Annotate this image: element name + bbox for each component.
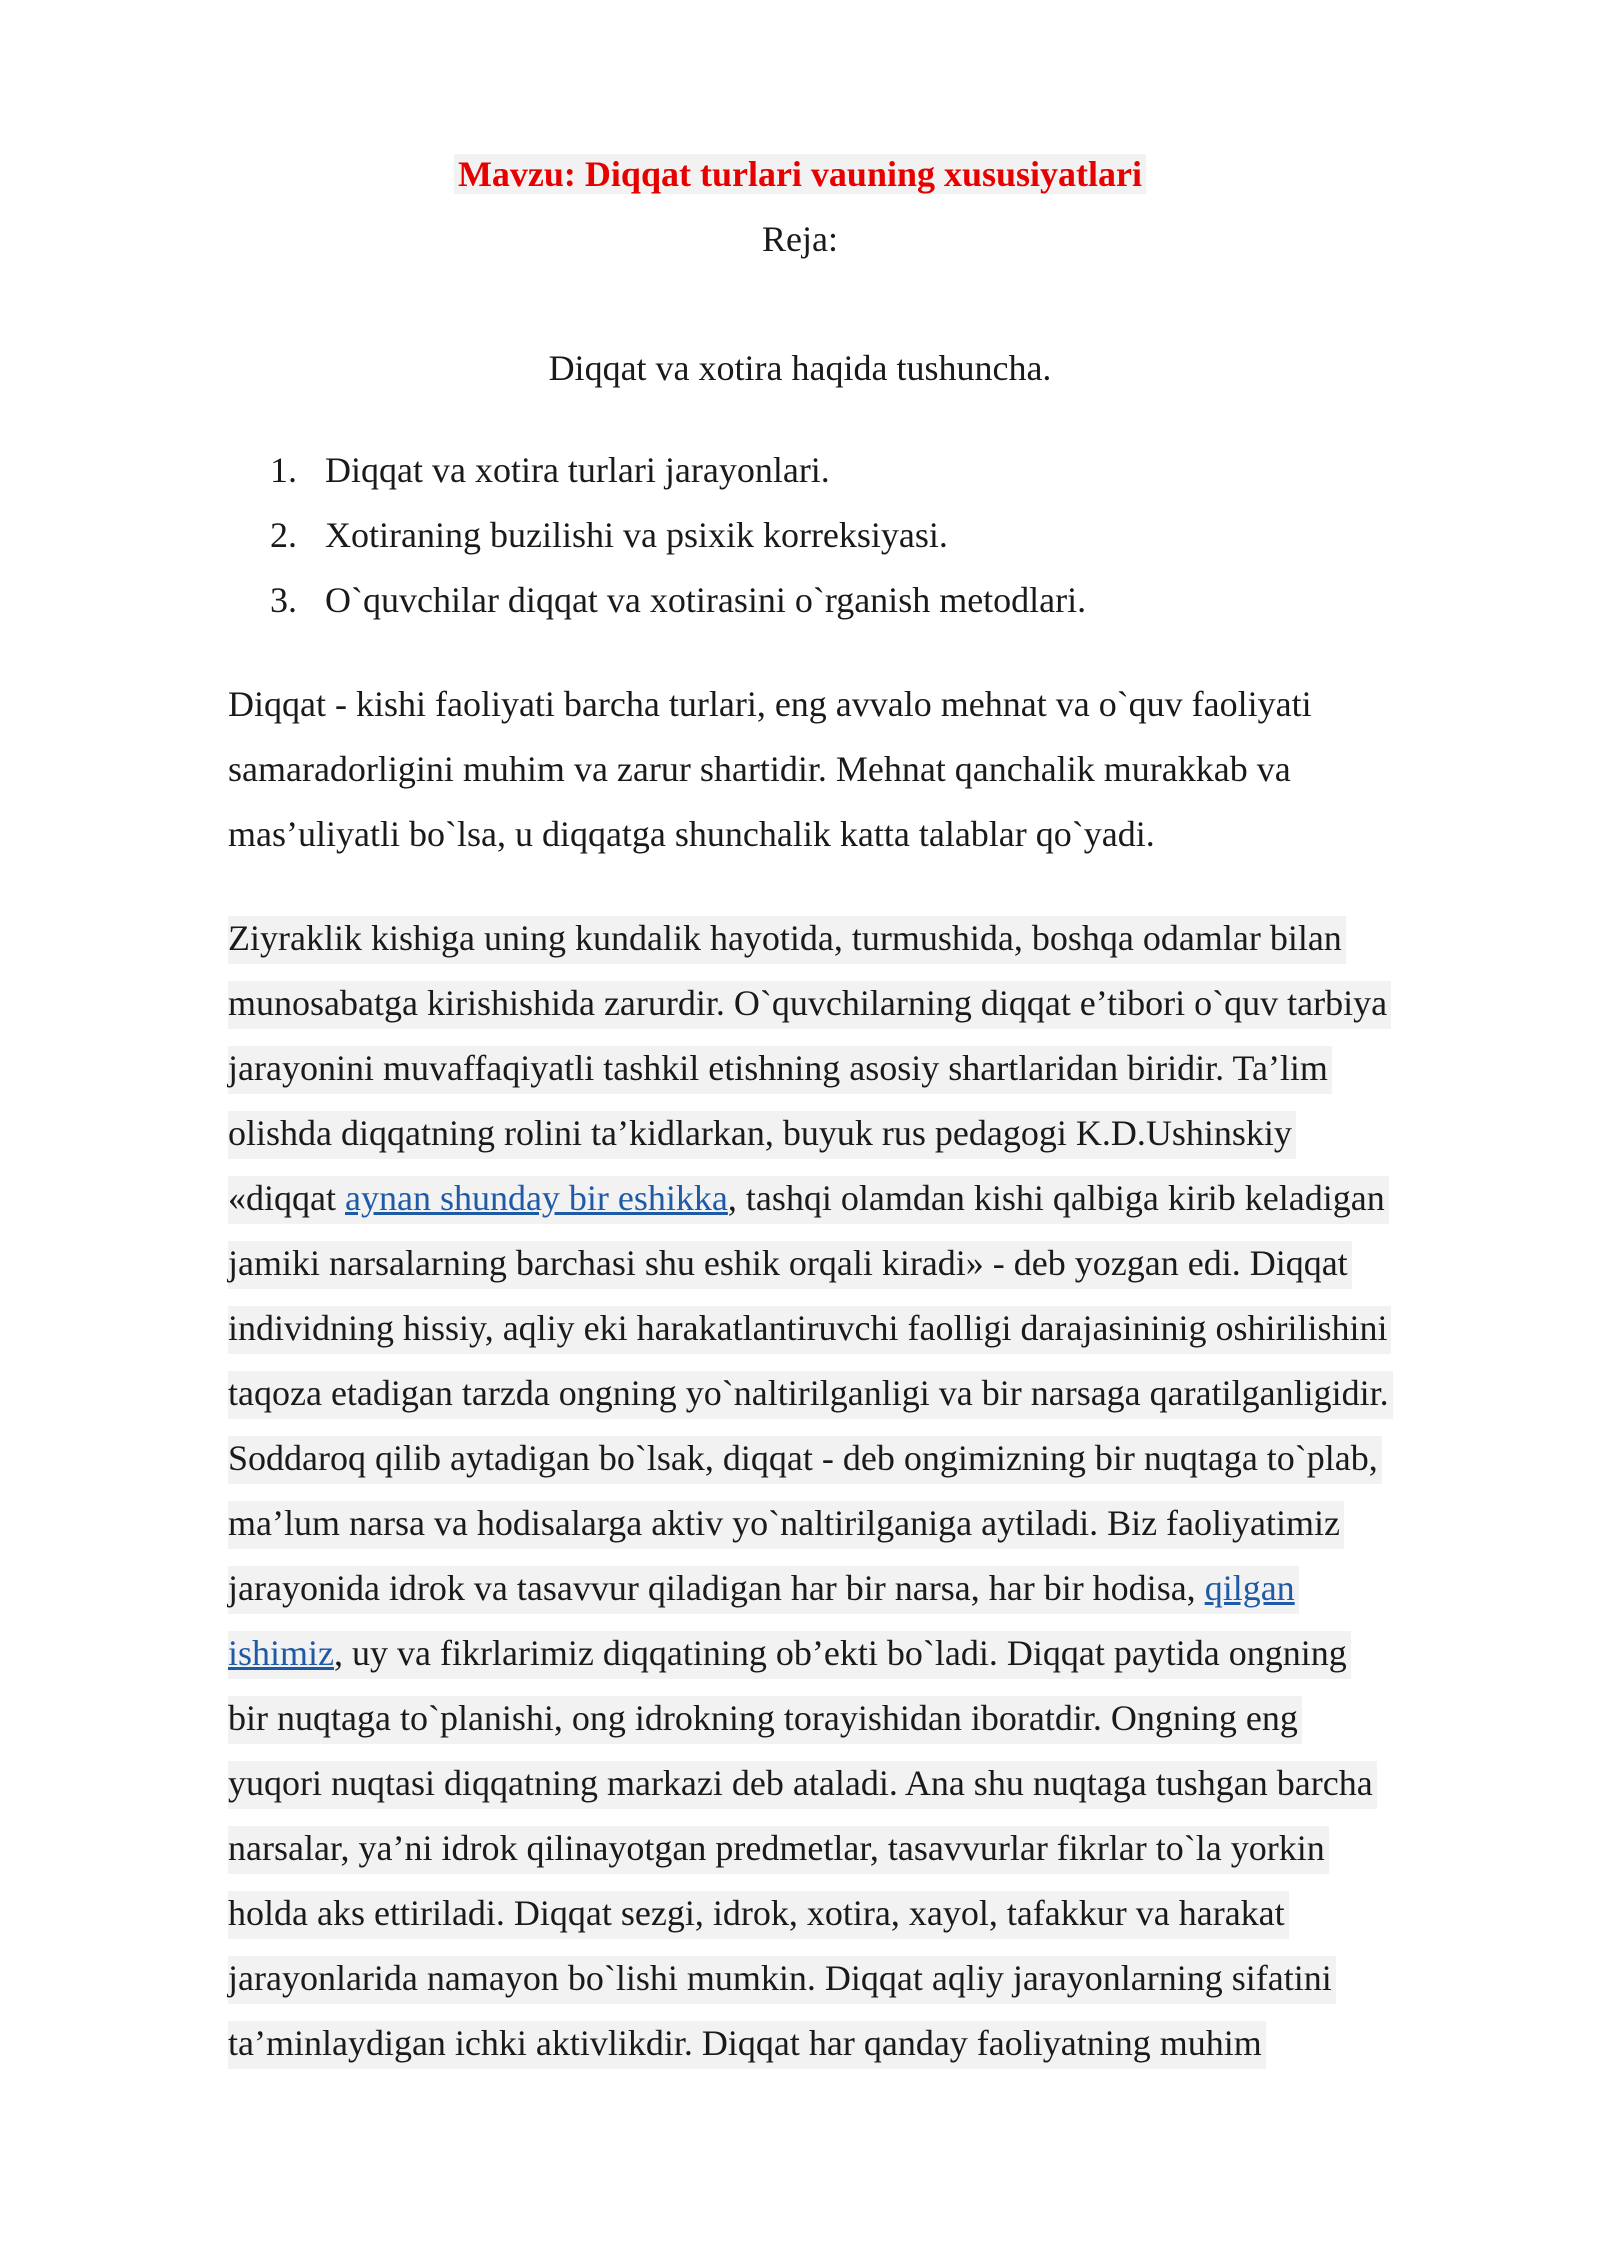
line-text: bir nuqtaga to`planishi, ong idrokning torayishidan iboratdir. Ongning eng (228, 1696, 1302, 1744)
line-text (228, 1176, 1389, 1224)
paragraph-line: Diqqat - kishi faoliyati barcha turlari, eng avvalo mehnat va o`quv faoliyati (228, 684, 1312, 724)
paragraph-line: mas’uliyatli bo`lsa, u diqqatga shunchalik katta talablar qo`yadi. (228, 814, 1155, 854)
line-text: olishda diqqatning rolini ta’kidlarkan, buyuk rus pedagogi K.D.Ushinskiy (228, 1111, 1296, 1159)
plan-item-text: Diqqat va xotira turlari jarayonlari. (325, 450, 830, 490)
paragraph-line (228, 2019, 1468, 2084)
line-text: munosabatga kirishishida zarurdir. O`quvchilarning diqqat e’tibori o`quv tarbiya (228, 981, 1391, 1029)
line-text: jarayonini muvaffaqiyatli tashkil etishning asosiy shartlaridan biridir. Ta’lim (228, 1046, 1332, 1094)
paragraph-line (228, 979, 1468, 1044)
paragraph-attention (228, 914, 1468, 2084)
paragraph-line (228, 1174, 1468, 1239)
line-text: yuqori nuqtasi diqqatning markazi deb ataladi. Ana shu nuqtaga tushgan barcha (228, 1761, 1377, 1809)
line-text (228, 1566, 1299, 1614)
paragraph-line (228, 1694, 1468, 1759)
title-text: Mavzu: Diqqat turlari vauning xususiyatlari (454, 154, 1146, 194)
line-text-post: , uy va fikrlarimiz diqqatining ob’ekti bo`ladi. Diqqat paytida ongning (334, 1633, 1347, 1673)
line-text: narsalar, ya’ni idrok qilinayotgan predmetlar, tasavvurlar fikrlar to`la yorkin (228, 1826, 1329, 1874)
line-text: Soddaroq qilib aytadigan bo`lsak, diqqat - deb ongimizning bir nuqtaga to`plab, (228, 1436, 1382, 1484)
plan-item-number: 1. (270, 450, 297, 490)
plan-intro: Diqqat va xotira haqida tushuncha. (548, 348, 1052, 388)
paragraph-line (228, 914, 1468, 979)
paragraph-line (228, 1239, 1468, 1304)
paragraph-line (228, 1369, 1468, 1434)
paragraph-definition (228, 680, 1468, 875)
line-text: jamiki narsalarning barchasi shu eshik orqali kiradi» - deb yozgan edi. Diqqat (228, 1241, 1352, 1289)
paragraph-line (228, 1499, 1468, 1564)
paragraph-line (228, 1564, 1468, 1629)
plan-heading: Reja: (762, 219, 838, 259)
line-text: individning hissiy, aqliy eki harakatlantiruvchi faolligi darajasininig oshirilishini (228, 1306, 1391, 1354)
paragraph-line (228, 1304, 1468, 1369)
paragraph-line (228, 1759, 1468, 1824)
hyperlink-qilgan-ishimiz[interactable]: qilgan (1204, 1568, 1295, 1608)
line-text-pre: «diqqat (228, 1178, 345, 1218)
line-text (228, 1631, 1351, 1679)
line-text: holda aks ettiriladi. Diqqat sezgi, idrok, xotira, xayol, tafakkur va harakat (228, 1891, 1289, 1939)
line-text: ta’minlaydigan ichki aktivlikdir. Diqqat har qanday faoliyatning muhim (228, 2021, 1266, 2069)
plan-item (270, 576, 1086, 641)
plan-item (270, 511, 1086, 576)
line-text-pre: jarayonida idrok va tasavvur qiladigan har bir narsa, har bir hodisa, (228, 1568, 1205, 1608)
line-text-post: , tashqi olamdan kishi qalbiga kirib keladigan (727, 1178, 1385, 1218)
line-text: jarayonlarida namayon bo`lishi mumkin. Diqqat aqliy jarayonlarning sifatini (228, 1956, 1336, 2004)
paragraph-line (228, 1434, 1468, 1499)
hyperlink-qilgan-ishimiz-cont[interactable]: ishimiz (228, 1633, 334, 1673)
hyperlink-eshikka[interactable]: aynan shunday bir eshikka (344, 1178, 728, 1218)
plan-list (270, 446, 1086, 641)
plan-item-text: O`quvchilar diqqat va xotirasini o`rganish metodlari. (325, 580, 1087, 620)
line-text: taqoza etadigan tarzda ongning yo`naltirilganligi va bir narsaga qaratilganligidir. (228, 1371, 1393, 1419)
paragraph-line (228, 1109, 1468, 1174)
paragraph-line (228, 1954, 1468, 2019)
line-text: ma’lum narsa va hodisalarga aktiv yo`naltirilganiga aytiladi. Biz faoliyatimiz (228, 1501, 1344, 1549)
paragraph-line: samaradorligini muhim va zarur shartidir. Mehnat qanchalik murakkab va (228, 749, 1291, 789)
plan-item (270, 446, 1086, 511)
plan-item-number: 3. (270, 580, 297, 620)
paragraph-line (228, 1629, 1468, 1694)
page-title (0, 150, 1600, 198)
paragraph-line (228, 1889, 1468, 1954)
plan-item-number: 2. (270, 515, 297, 555)
plan-item-text: Xotiraning buzilishi va psixik korreksiyasi. (325, 515, 948, 555)
line-text: Ziyraklik kishiga uning kundalik hayotida, turmushida, boshqa odamlar bilan (228, 916, 1346, 964)
paragraph-line (228, 1044, 1468, 1109)
paragraph-line (228, 1824, 1468, 1889)
